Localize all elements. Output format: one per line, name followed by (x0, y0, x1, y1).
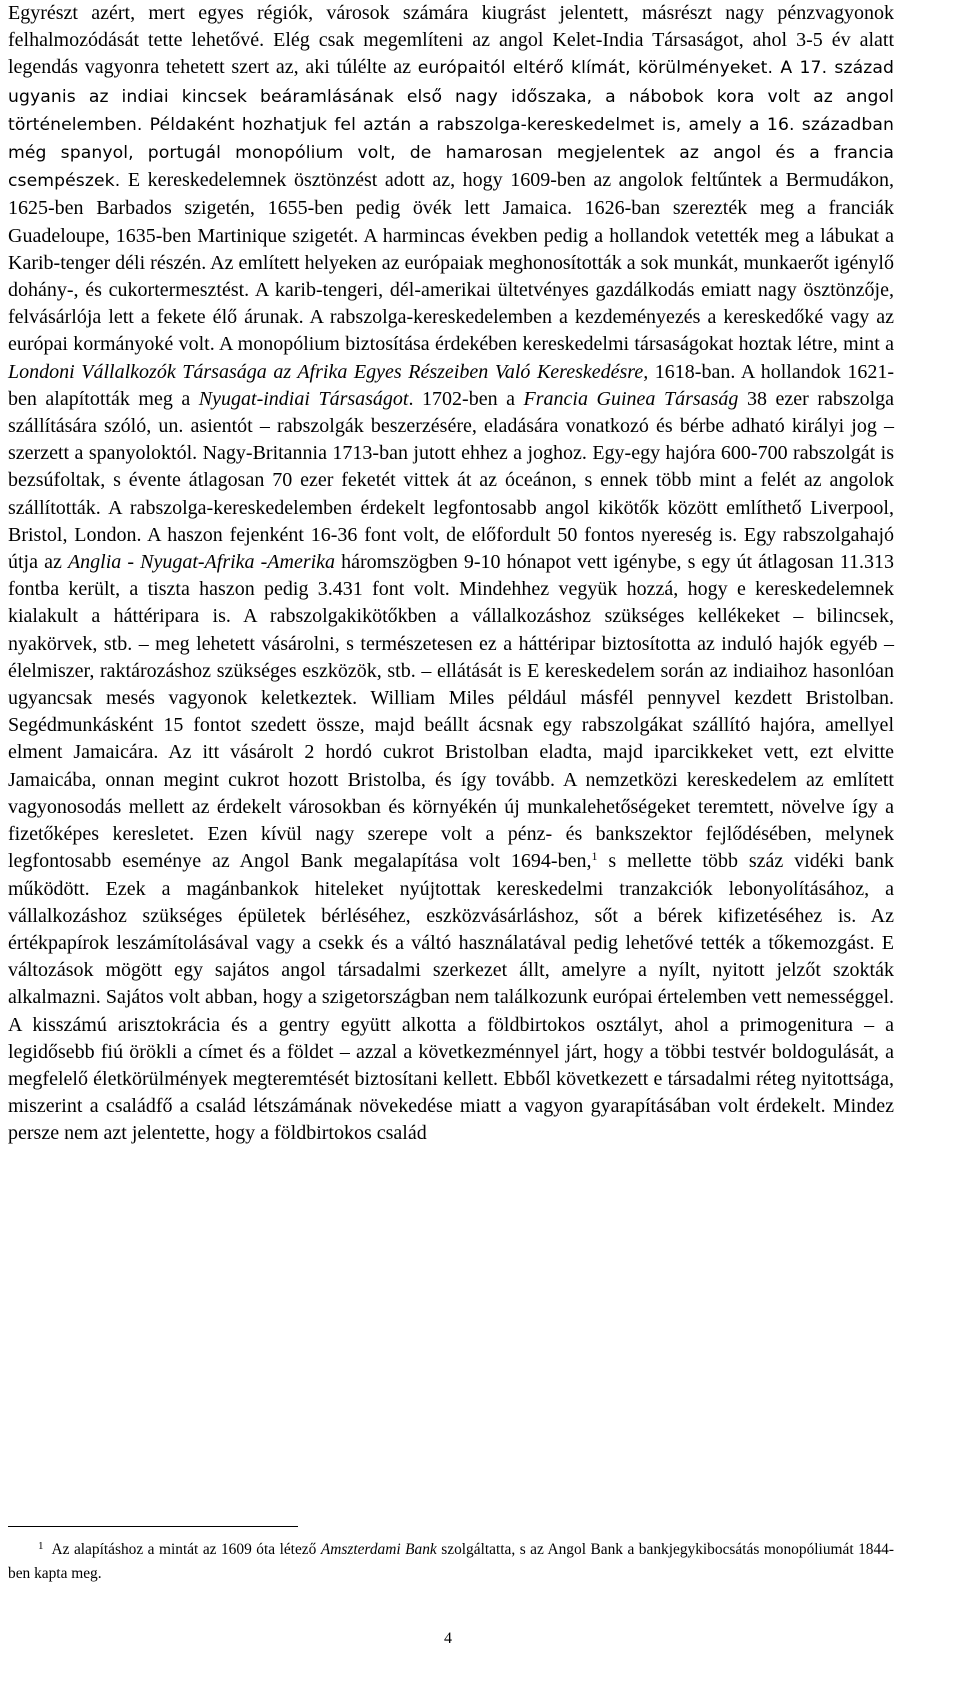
italic-company-name: Londoni Vállalkozók Társasága az Afrika Egyes Részeiben Való Kereskedésre, (8, 360, 649, 383)
text-run: 38 ezer rabszolga szállítására szóló, un. asientót – rabszolgák beszerzésére, eladására vonatkozó és bérbe adható királyi jog – szerzett a spanyoloktól. Nagy-Britannia 1713-ban jutott ehhez a joghoz. Egy-egy hajóra 600-700 rabszolgát is bezsúfoltak, s évente átlagosan 70 ezer feketét vittek át az óceánon, s ennek több mint a felét az angolok szállították. A rabszolga-kereskedelemben érdekelt legfontosabb angol kikötők között említhető Liverpool, Bristol, London. A haszon fejenként 16-36 font volt, de előfordult 50 fontos nyereség is. Egy rabszolgahajó útja az (8, 387, 894, 574)
footnote-reference: 1 (591, 849, 598, 864)
italic-route: Anglia - Nyugat-Afrika -Amerika (67, 551, 336, 574)
text-run: 1618-ban. A hollandok 1621-ben alapították meg a (8, 360, 894, 410)
footnote-italic: Amszterdami Bank (320, 1541, 437, 1558)
document-page (8, 0, 894, 1148)
text-run: s mellette több száz vidéki bank működött. Ezek a magánbankok hiteleket nyújtottak kereskedelmi tranzakciók lebonyolításához, a vállalkozáshoz szükséges épületek bérléséhez, eszközvásárláshoz, sőt a bérek kifizetéséhez is. Az értékpapírok leszámítolásával vagy a csekk és a váltó használatával pedig lehetővé tették a tőkemozgást. E változások mögött egy sajátos angol társadalmi szerkezet állt, amelyre a nyílt, nyitott jelzőt szokták alkalmazni. Sajátos volt abban, hogy a szigetországban nem találkozunk európai értelemben vett nemességgel. A kisszámú arisztokrácia és a gentry együtt alkotta a földbirtokos osztályt, ahol a primogenitura – a legidősebb fiú örökli a címet és a földet – azzal a következménnyel járt, hogy a többi testvér boldogulását, a megfelelő életkörülmények megteremtését biztosítani kellett. Ebből következett e társadalmi réteg nyitottsága, miszerint a családfő a család létszámának növekedése miatt a vagyon gyarapításában volt érdekelt. Mindez persze nem azt jelentette, hogy a földbirtokos család (8, 850, 894, 1145)
italic-company-name: Nyugat-indiai Társaságot (198, 387, 409, 410)
page-number: 4 (444, 1630, 452, 1647)
footnote-text: szolgáltatta, s az Angol Bank a bankjegykibocsátás monopóliumát 1844-ben kapta meg. (8, 1541, 894, 1582)
main-paragraph (8, 0, 894, 1148)
footnote-text: Az alapításhoz a mintát az 1609 óta létező (51, 1541, 321, 1558)
text-run: . 1702-ben a (408, 387, 524, 410)
text-run-sans: európaitól eltérő klímát, körülményeket. A 17. század ugyanis az indiai kincsek beáramlásának első nagy időszaka, a nábobok kora volt az angol történelemben. Példaként hozhatjuk fel aztán a rabszolga-kereskedelmet is, amely a 16. században még spanyol, portugál monopólium volt, de hamarosan megjelentek az angol és a francia csempészek. (8, 58, 895, 192)
footnote: 1 Az alapításhoz a mintát az 1609 óta létező Amszterdami Bank szolgáltatta, s az Angol Bank a bankjegykibocsátás monopóliumát 1844-ben kapta meg. (8, 1539, 894, 1582)
text-run: háromszögben 9-10 hónapot vett igénybe, s egy út átlagosan 11.313 fontba került, a tiszta haszon pedig 3.431 font volt. Mindehhez vegyük hozzá, hogy e kereskedelemnek kialakult a háttéripara is. A rabszolgakikötőkben a vállalkozáshoz szükséges kellékeket – bilincsek, nyakörvek, stb. – meg lehetett vásárolni, s természetesen ez a háttéripar biztosította az induló hajók egyéb – élelmiszer, raktározáshoz szükséges eszközök, stb. – ellátását is E kereskedelem során az indiaihoz hasonlóan ugyancsak mesés vagyonok keletkeztek. William Miles például másfél pennyvel kezdett Bristolban. Segédmunkásként 15 fontot szedett össze, majd beállt ácsnak egy rabszolgákat szállító hajóra, amellyel elment Jamaicára. Az itt vásárolt 2 hordó cukrot Bristolban eladta, majd iparcikkeket vett, ezt elvitte Jamaicába, onnan megint cukrot hozott Bristolba, és így tovább. A nemzetközi kereskedelem az említett vagyonosodás mellett az érdekelt városokban és környékén új munkalehetőségeket teremtett, növelve így a fizetőképes keresletet. Ezen kívül nagy szerepe volt a pénz- és bankszektor fejlődésében, melynek legfontosabb eseménye az Angol Bank megalapítása volt 1694-ben, (8, 551, 895, 873)
footnote-separator (8, 1526, 298, 1527)
text-run: E kereskedelemnek ösztönzést adott az, hogy 1609-ben az angolok feltűntek a Bermudákon, 1625-ben Barbados szigetén, 1655-ben pedig övék lett Jamaica. 1626-ban szerezték meg a franciák Guadeloupe, 1635-ben Martinique szigetét. A harmincas években pedig a hollandok vetették meg a lábukat a Karib-tenger déli részén. Az említett helyeken az európaiak meghonosították a sok munkát, munkaerőt igénylő dohány-, és cukortermesztést. A karib-tengeri, dél-amerikai ültetvényes gazdálkodás emiatt nagy ösztönzője, felvásárlója lett a fekete élő árunak. A rabszolga-kereskedelemben a kezdeményezés a kereskedőké vagy az európai kormányoké volt. A monopólium biztosítása érdekében kereskedelmi társaságokat hoztak létre, mint a (8, 169, 894, 356)
italic-company-name: Francia Guinea Társaság (523, 387, 739, 410)
text-run: Egyrészt azért, mert egyes régiók, városok számára kiugrást jelentett, másrészt nagy pénzvagyonok felhalmozódását tette lehetővé. Elég csak megemlíteni az angol Kelet-India Társaságot, ahol 3-5 év alatt legendás vagyonra tehetett szert az, aki túlélte az (8, 2, 894, 79)
